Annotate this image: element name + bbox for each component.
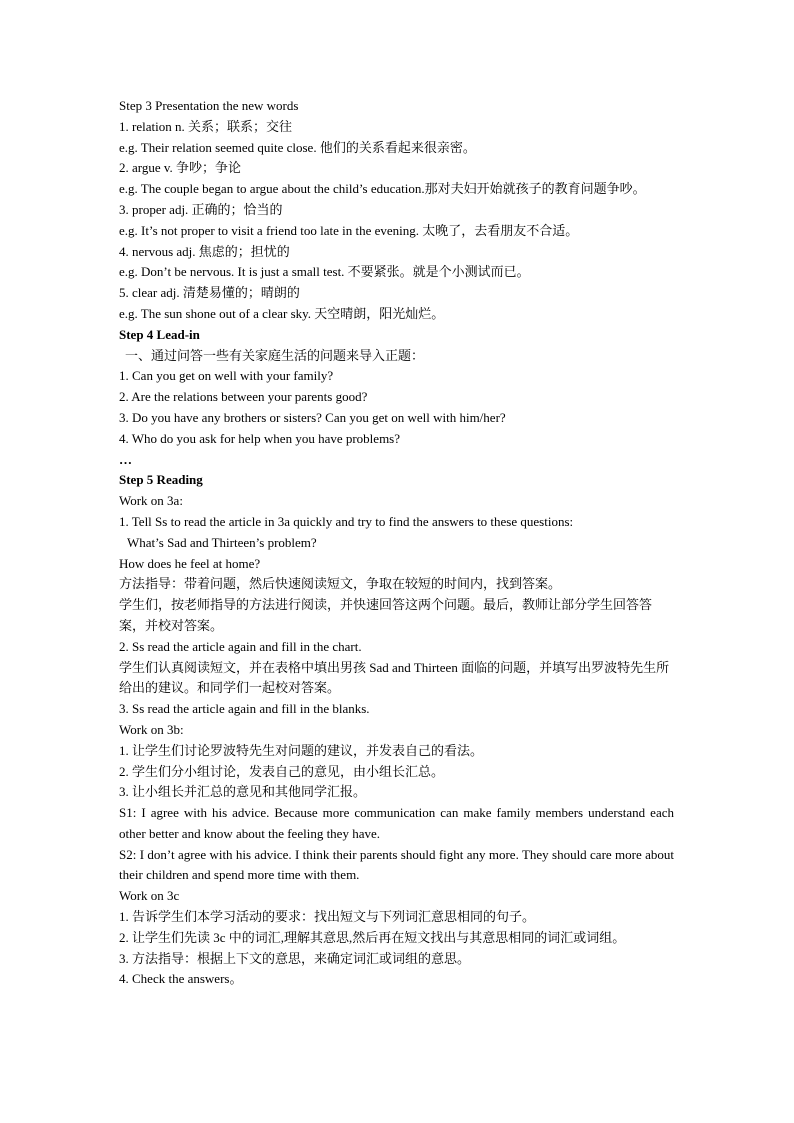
reading-task-1: 1. Tell Ss to read the article in 3a quickly and try to find the answers to these questions: xyxy=(119,513,574,529)
word-relation: 1. relation n. 关系；联系；交往 xyxy=(119,118,292,134)
question-4: 4. Who do you ask for help when you have problems? xyxy=(119,430,401,446)
task-3c-4: 4. Check the answers。 xyxy=(119,971,243,987)
work-3c-heading: Work on 3c xyxy=(119,888,180,904)
method-guide-3a: 方法指导：带着问题，然后快速阅读短文，争取在较短的时间内，找到答案。 xyxy=(119,576,562,592)
example-nervous: e.g. Don’t be nervous. It is just a small test. 不要紧张。就是个小测试而已。 xyxy=(119,264,530,280)
leadin-intro: 一、通过问答一些有关家庭生活的问题来导入正题： xyxy=(125,347,425,363)
example-argue: e.g. The couple began to argue about the child’s education.那对夫妇开始就孩子的教育问题争吵。 xyxy=(119,181,646,197)
task-3b-3: 3. 让小组长并汇总的意见和其他同学汇报。 xyxy=(119,784,367,800)
example-relation: e.g. Their relation seemed quite close. 他们的关系看起来很亲密。 xyxy=(119,139,476,155)
work-3a-heading: Work on 3a: xyxy=(119,493,183,509)
chart-activity: 学生们认真阅读短文，并在表格中填出男孩 Sad and Thirteen 面临的问题，并填写出罗波特先生所给出的建议。和同学们一起校对答案。 xyxy=(119,659,670,696)
word-clear: 5. clear adj. 清楚易懂的；晴朗的 xyxy=(119,285,300,301)
reading-task-2: 2. Ss read the article again and fill in the chart. xyxy=(119,638,362,654)
step4-heading: Step 4 Lead-in xyxy=(119,326,200,342)
reading-task-3: 3. Ss read the article again and fill in the blanks. xyxy=(119,701,370,717)
example-proper: e.g. It’s not proper to visit a friend too late in the evening. 太晚了，去看朋友不合适。 xyxy=(119,222,579,238)
task-3b-2: 2. 学生们分小组讨论，发表自己的意见，由小组长汇总。 xyxy=(119,763,445,779)
word-proper: 3. proper adj. 正确的；恰当的 xyxy=(119,201,283,217)
task-3b-1: 1. 让学生们讨论罗波特先生对问题的建议，并发表自己的看法。 xyxy=(119,742,484,758)
step3-heading: Step 3 Presentation the new words xyxy=(119,98,299,113)
students-activity-3a: 学生们，按老师指导的方法进行阅读，并快速回答这两个问题。最后，教师让部分学生回答答案，并校对答案。 xyxy=(119,597,653,633)
example-clear: e.g. The sun shone out of a clear sky. 天空晴朗，阳光灿烂。 xyxy=(119,305,445,321)
step5-heading: Step 5 Reading xyxy=(119,472,203,488)
question-1: 1. Can you get on well with your family? xyxy=(119,368,334,384)
question-3: 3. Do you have any brothers or sisters? Can you get on well with him/her? xyxy=(119,409,506,425)
reading-question-a: What’s Sad and Thirteen’s problem? xyxy=(127,534,317,550)
document-body xyxy=(119,96,674,990)
word-nervous: 4. nervous adj. 焦虑的；担忧的 xyxy=(119,243,290,259)
task-3c-1: 1. 告诉学生们本学习活动的要求：找出短文与下列词汇意思相同的句子。 xyxy=(119,909,536,925)
student-s1-answer: S1: I agree with his advice. Because more communication can make family members understand each other better and know about the feeling they have. xyxy=(119,805,674,841)
student-s2-answer: S2: I don’t agree with his advice. I think their parents should fight any more. They should care more about their children and spend more time with them. xyxy=(119,846,674,883)
work-3b-heading: Work on 3b: xyxy=(119,721,184,737)
reading-question-b: How does he feel at home? xyxy=(119,555,261,571)
task-3c-2: 2. 让学生们先读 3c 中的词汇,理解其意思,然后再在短文找出与其意思相同的词汇或词组。 xyxy=(119,929,626,945)
word-argue: 2. argue v. 争吵；争论 xyxy=(119,160,242,176)
question-2: 2. Are the relations between your parents good? xyxy=(119,389,368,405)
task-3c-3: 3. 方法指导：根据上下文的意思，来确定词汇或词组的意思。 xyxy=(119,950,471,966)
ellipsis: … xyxy=(119,451,132,467)
